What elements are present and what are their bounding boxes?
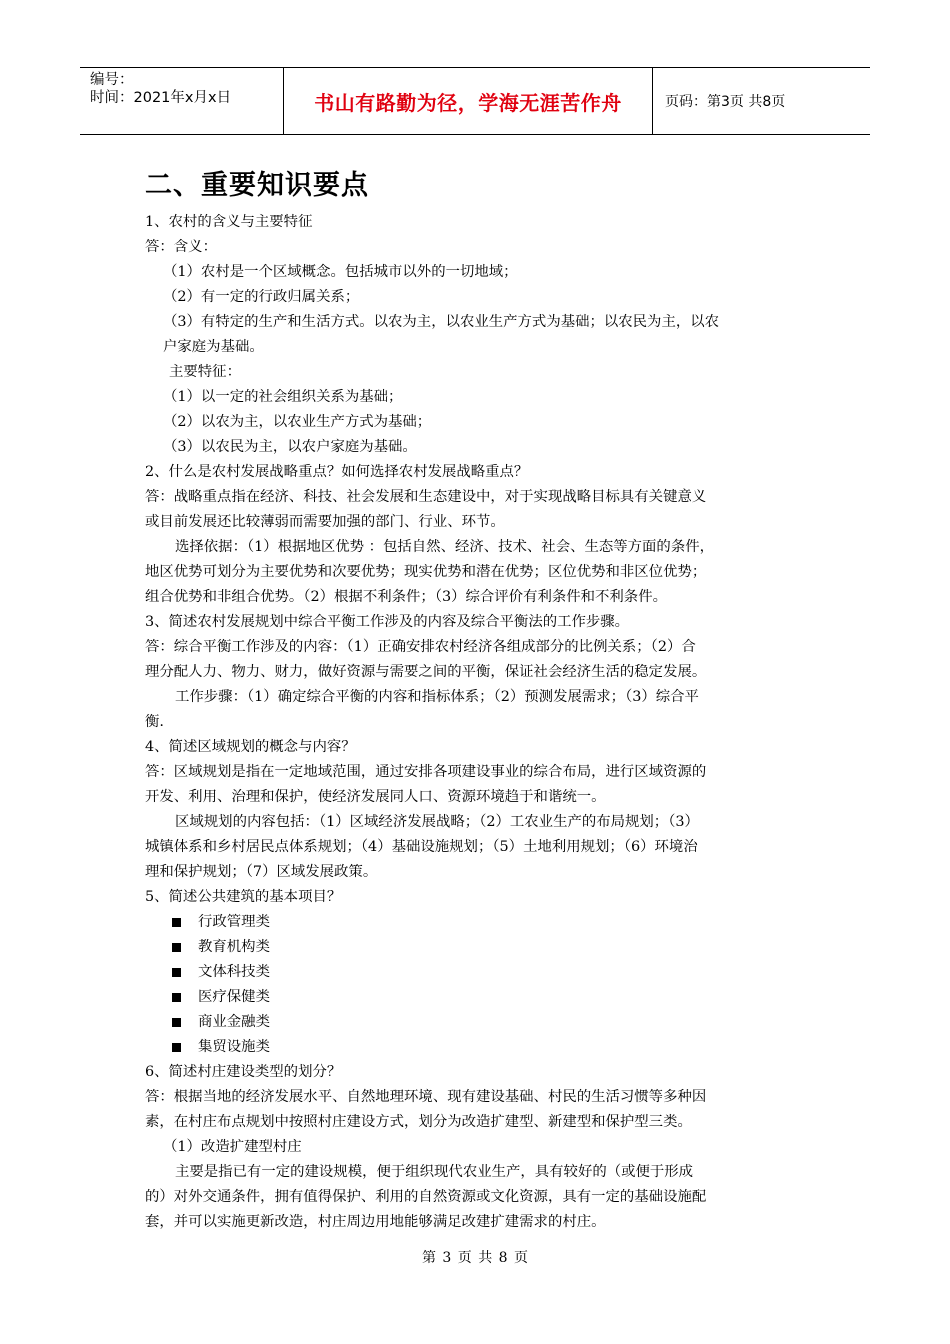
header-page-indicator: 页码：第3页 共8页 [665,94,786,110]
bullet-label: 教育机构类 [198,939,270,955]
header-meta [80,68,283,134]
answer-text: 答：区域规划是指在一定地域范围，通过安排各项建设事业的综合布局，进行区域资源的 [145,764,707,780]
bullet-item [145,910,810,935]
question-heading: 1、农村的含义与主要特征 [145,214,313,230]
square-bullet-icon [172,968,181,977]
bullet-label: 行政管理类 [198,914,270,930]
question-heading: 5、简述公共建筑的基本项目？ [145,889,342,905]
answer-text: 衡. [145,714,164,730]
square-bullet-icon [172,1043,181,1052]
answer-text: 工作步骤：（1）确定综合平衡的内容和指标体系；（2）预测发展需求；（3）综合平 [175,689,699,705]
answer-text: 理和保护规划；（7）区域发展政策。 [145,864,378,880]
question-heading: 2、什么是农村发展战略重点？如何选择农村发展战略重点？ [145,464,529,480]
document-number-label: 编号： [90,72,134,88]
list-item: （2）有一定的行政归属关系； [163,289,360,305]
answer-subheading: 主要特征： [169,364,241,380]
page-header [80,67,870,135]
square-bullet-icon [172,993,181,1002]
bullet-label: 商业金融类 [198,1014,270,1030]
bullet-label: 集贸设施类 [198,1039,270,1055]
answer-subheading: （1）改造扩建型村庄 [163,1139,302,1155]
list-item: （3）以农民为主，以农户家庭为基础。 [163,439,417,455]
list-item: （2）以农为主，以农业生产方式为基础； [163,414,432,430]
answer-text: 开发、利用、治理和保护，使经济发展同人口、资源环境趋于和谐统一。 [145,789,606,805]
square-bullet-icon [172,943,181,952]
question-heading: 3、简述农村发展规划中综合平衡工作涉及的内容及综合平衡法的工作步骤。 [145,614,630,630]
answer-text: 城镇体系和乡村居民点体系规划；（4）基础设施规划；（5）土地利用规划；（6）环境治 [145,839,698,855]
bullet-item [145,1035,810,1060]
square-bullet-icon [172,1018,181,1027]
list-item: （3）有特定的生产和生活方式。以农为主，以农业生产方式为基础；以农民为主，以农 [163,314,720,330]
answer-text: 答：战略重点指在经济、科技、社会发展和生态建设中，对于实现战略目标具有关键意义 [145,489,707,505]
answer-text: 选择依据：（1）根据地区优势 ：包括自然、经济、技术、社会、生态等方面的条件， [175,539,714,555]
answer-text: 主要是指已有一定的建设规模，便于组织现代农业生产，具有较好的（或便于形成 [175,1164,694,1180]
answer-text: 组合优势和非组合优势。（2）根据不利条件；（3）综合评价有利条件和不利条件。 [145,589,667,605]
bullet-item [145,985,810,1010]
bullet-item [145,960,810,985]
question-heading: 4、简述区域规划的概念与内容？ [145,739,356,755]
answer-text: 素，在村庄布点规划中按照村庄建设方式，划分为改造扩建型、新建型和保护型三类。 [145,1114,692,1130]
bullet-label: 文体科技类 [198,964,270,980]
list-item: （1）农村是一个区域概念。包括城市以外的一切地域； [163,264,518,280]
bullet-item [145,1010,810,1035]
square-bullet-icon [172,918,181,927]
document-body [145,168,810,1235]
answer-text: 的）对外交通条件，拥有值得保护、利用的自然资源或文化资源，具有一定的基础设施配 [145,1189,707,1205]
answer-text: 套，并可以实施更新改造，村庄周边用地能够满足改建扩建需求的村庄。 [145,1214,606,1230]
answer-text: 区域规划的内容包括：（1）区域经济发展战略；（2）工农业生产的布局规划；（3） [175,814,699,830]
answer-text: 理分配人力、物力、财力，做好资源与需要之间的平衡，保证社会经济生活的稳定发展。 [145,664,707,680]
answer-text: 地区优势可划分为主要优势和次要优势；现实优势和潜在优势；区位优势和非区位优势； [145,564,707,580]
question-heading: 6、简述村庄建设类型的划分？ [145,1064,342,1080]
bullet-item [145,935,810,960]
answer-text: 或目前发展还比较薄弱而需要加强的部门、行业、环节。 [145,514,505,530]
answer-text: 答：综合平衡工作涉及的内容：（1）正确安排农村经济各组成部分的比例关系；（2）合 [145,639,696,655]
header-motto: 书山有路勤为径，学海无涯苦作舟 [283,68,653,134]
document-date-label: 时间：2021年x月x日 [90,90,232,106]
bullet-label: 医疗保健类 [198,989,270,1005]
page-footer: 第 3 页 共 8 页 [421,1250,529,1266]
answer-text: 答：根据当地的经济发展水平、自然地理环境、现有建设基础、村民的生活习惯等多种因 [145,1089,707,1105]
list-item-continued: 户家庭为基础。 [163,339,264,355]
list-item: （1）以一定的社会组织关系为基础； [163,389,403,405]
section-title: 二、重要知识要点 [145,170,369,201]
answer-text: 答：含义： [145,239,217,255]
